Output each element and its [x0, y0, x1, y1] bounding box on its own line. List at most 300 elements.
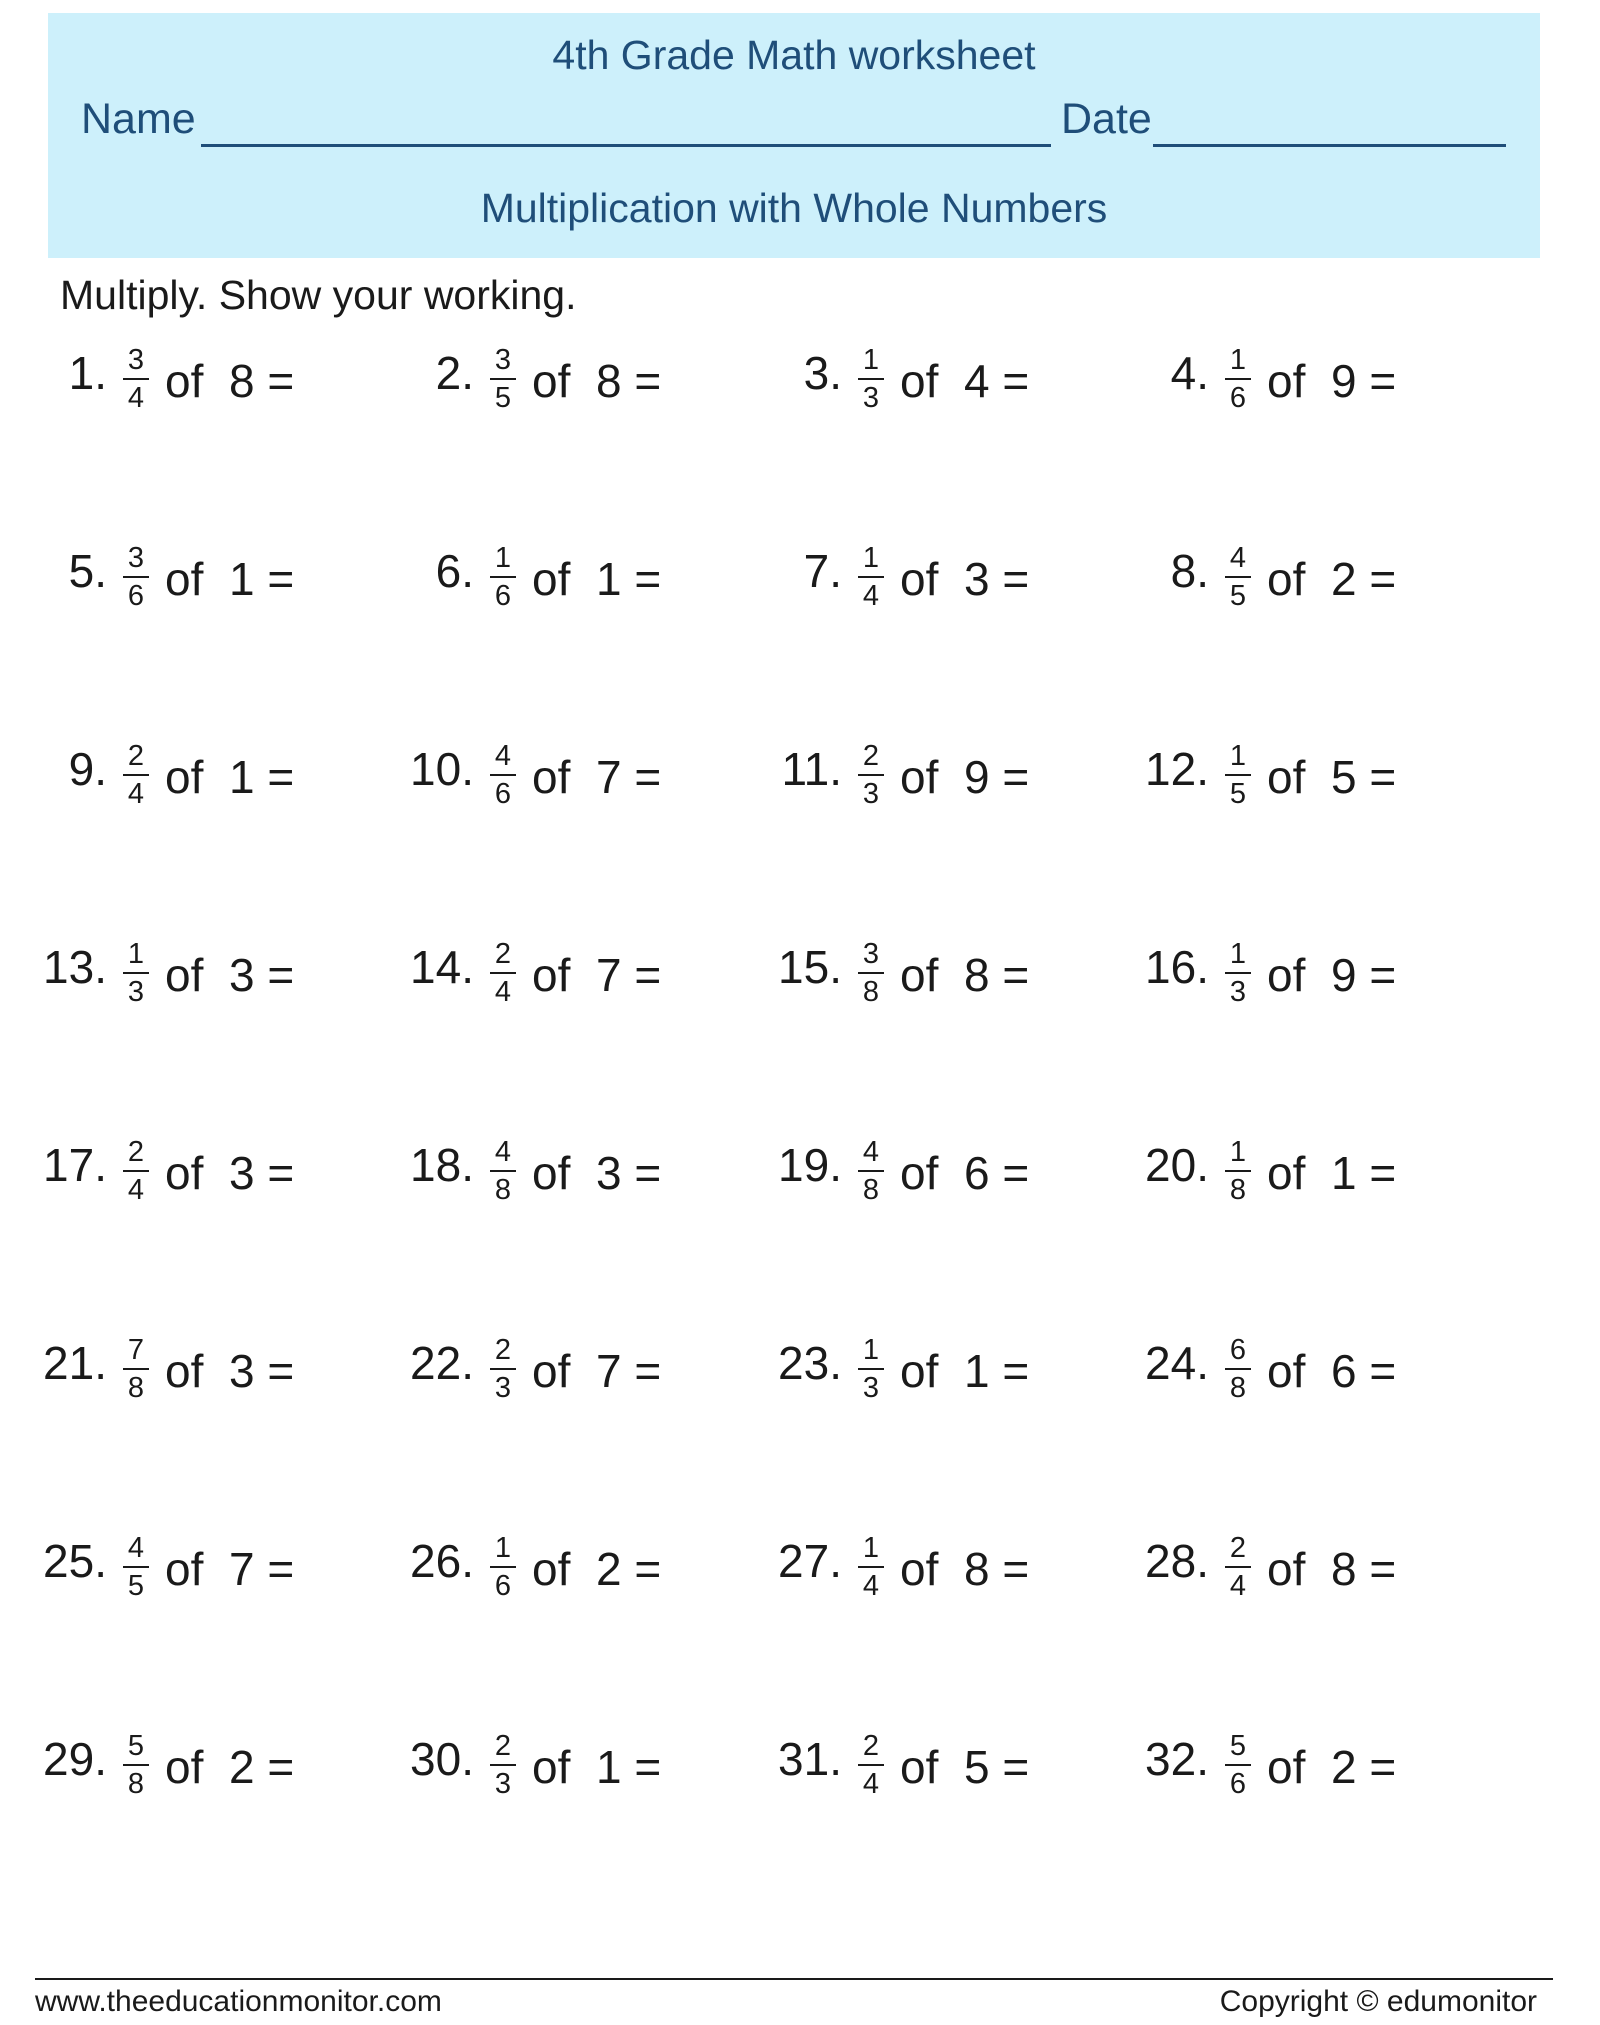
fraction-numerator: 4: [494, 740, 512, 772]
problem-number: 19.: [778, 1139, 842, 1191]
equals-sign: =: [267, 751, 295, 803]
equals-sign: =: [1369, 1741, 1397, 1793]
fraction-bar: [123, 1764, 149, 1766]
problem-expression: [900, 1741, 1030, 1793]
fraction: [858, 544, 884, 611]
problem-expression: [900, 949, 1030, 1001]
problem-4: [1127, 344, 1487, 460]
operator-word: of: [900, 1345, 939, 1397]
fraction-numerator: 7: [127, 1334, 145, 1366]
problem-16: [1127, 938, 1487, 1054]
operator-word: of: [900, 751, 939, 803]
operator-word: of: [165, 1741, 204, 1793]
fraction-bar: [490, 1764, 516, 1766]
operator-word: of: [165, 751, 204, 803]
name-label: Name: [81, 95, 196, 143]
fraction-bar: [1225, 576, 1251, 578]
equals-sign: =: [267, 1741, 295, 1793]
whole-number: 7: [228, 1543, 255, 1595]
operator-word: of: [532, 1741, 571, 1793]
whole-number: 8: [228, 355, 255, 407]
whole-number: 7: [595, 1345, 622, 1397]
whole-number: 8: [595, 355, 622, 407]
fraction: [490, 940, 516, 1007]
whole-number: 1: [228, 751, 255, 803]
operator-word: of: [900, 1147, 939, 1199]
fraction: [123, 1336, 149, 1403]
problem-23: [760, 1334, 1120, 1450]
problem-number: 29.: [43, 1733, 107, 1785]
problem-number: 16.: [1145, 941, 1209, 993]
fraction-numerator: 2: [494, 1334, 512, 1366]
fraction-denominator: 8: [1229, 1174, 1247, 1206]
problem-number: 15.: [778, 941, 842, 993]
equals-sign: =: [1369, 1147, 1397, 1199]
fraction: [1225, 742, 1251, 809]
fraction-numerator: 3: [127, 542, 145, 574]
fraction: [490, 742, 516, 809]
equals-sign: =: [634, 949, 662, 1001]
problem-5: [25, 542, 385, 658]
fraction-bar: [123, 1566, 149, 1568]
operator-word: of: [165, 1147, 204, 1199]
problem-10: [392, 740, 752, 856]
fraction-numerator: 2: [494, 938, 512, 970]
problem-number: 7.: [803, 545, 842, 597]
problem-number: 17.: [43, 1139, 107, 1191]
whole-number: 2: [228, 1741, 255, 1793]
equals-sign: =: [1369, 553, 1397, 605]
whole-number: 1: [1330, 1147, 1357, 1199]
fraction-denominator: 5: [494, 382, 512, 414]
problem-7: [760, 542, 1120, 658]
problem-28: [1127, 1532, 1487, 1648]
problem-number: 6.: [435, 545, 474, 597]
equals-sign: =: [1369, 751, 1397, 803]
fraction-numerator: 6: [1229, 1334, 1247, 1366]
fraction-denominator: 5: [127, 1570, 145, 1602]
equals-sign: =: [634, 1345, 662, 1397]
equals-sign: =: [634, 1741, 662, 1793]
fraction-numerator: 2: [494, 1730, 512, 1762]
fraction: [1225, 1732, 1251, 1799]
whole-number: 1: [595, 553, 622, 605]
worksheet-subtitle: Multiplication with Whole Numbers: [480, 185, 1108, 231]
problem-number: 22.: [410, 1337, 474, 1389]
whole-number: 6: [963, 1147, 990, 1199]
equals-sign: =: [1002, 751, 1030, 803]
fraction-numerator: 1: [862, 1334, 880, 1366]
whole-number: 9: [1330, 949, 1357, 1001]
fraction: [123, 544, 149, 611]
worksheet-title: 4th Grade Math worksheet: [552, 32, 1036, 78]
whole-number: 8: [963, 949, 990, 1001]
fraction: [490, 1534, 516, 1601]
equals-sign: =: [634, 553, 662, 605]
fraction-denominator: 4: [1229, 1570, 1247, 1602]
fraction-numerator: 5: [127, 1730, 145, 1762]
fraction: [490, 1138, 516, 1205]
fraction-bar: [1225, 1566, 1251, 1568]
problem-expression: [532, 949, 662, 1001]
fraction-bar: [490, 378, 516, 380]
fraction-denominator: 6: [127, 580, 145, 612]
fraction-bar: [123, 378, 149, 380]
operator-word: of: [532, 355, 571, 407]
fraction-bar: [858, 1764, 884, 1766]
operator-word: of: [900, 553, 939, 605]
fraction: [858, 346, 884, 413]
fraction-numerator: 4: [862, 1136, 880, 1168]
fraction-denominator: 3: [862, 778, 880, 810]
fraction-denominator: 3: [494, 1768, 512, 1800]
fraction-numerator: 2: [127, 1136, 145, 1168]
fraction-bar: [858, 774, 884, 776]
operator-word: of: [900, 355, 939, 407]
whole-number: 3: [595, 1147, 622, 1199]
fraction-denominator: 4: [494, 976, 512, 1008]
footer-divider: [35, 1978, 1553, 1980]
fraction-denominator: 6: [494, 1570, 512, 1602]
problem-14: [392, 938, 752, 1054]
fraction: [123, 1534, 149, 1601]
equals-sign: =: [1002, 1741, 1030, 1793]
fraction-bar: [858, 1566, 884, 1568]
operator-word: of: [1267, 1741, 1306, 1793]
fraction-bar: [123, 774, 149, 776]
fraction-bar: [490, 1170, 516, 1172]
problem-17: [25, 1136, 385, 1252]
fraction-numerator: 1: [1229, 1136, 1247, 1168]
problem-number: 5.: [68, 545, 107, 597]
equals-sign: =: [1369, 1543, 1397, 1595]
problem-expression: [165, 1741, 295, 1793]
fraction-numerator: 1: [1229, 344, 1247, 376]
fraction-denominator: 4: [862, 1570, 880, 1602]
fraction-bar: [858, 576, 884, 578]
problem-expression: [165, 1345, 295, 1397]
equals-sign: =: [267, 1543, 295, 1595]
problem-number: 9.: [68, 743, 107, 795]
fraction: [858, 742, 884, 809]
fraction-denominator: 8: [1229, 1372, 1247, 1404]
fraction-denominator: 8: [862, 976, 880, 1008]
fraction-numerator: 4: [127, 1532, 145, 1564]
problem-12: [1127, 740, 1487, 856]
fraction-bar: [858, 972, 884, 974]
equals-sign: =: [1002, 1345, 1030, 1397]
fraction: [1225, 544, 1251, 611]
fraction-denominator: 3: [862, 1372, 880, 1404]
equals-sign: =: [267, 553, 295, 605]
problem-25: [25, 1532, 385, 1648]
equals-sign: =: [1002, 553, 1030, 605]
fraction: [858, 1732, 884, 1799]
whole-number: 7: [595, 751, 622, 803]
fraction: [1225, 1534, 1251, 1601]
fraction-numerator: 2: [862, 740, 880, 772]
fraction: [123, 1732, 149, 1799]
operator-word: of: [1267, 751, 1306, 803]
problem-21: [25, 1334, 385, 1450]
problem-expression: [900, 1147, 1030, 1199]
operator-word: of: [1267, 553, 1306, 605]
whole-number: 3: [963, 553, 990, 605]
equals-sign: =: [1002, 1543, 1030, 1595]
problem-3: [760, 344, 1120, 460]
problem-32: [1127, 1730, 1487, 1846]
fraction-denominator: 6: [1229, 382, 1247, 414]
operator-word: of: [1267, 1147, 1306, 1199]
fraction-numerator: 5: [1229, 1730, 1247, 1762]
problem-expression: [165, 1147, 295, 1199]
operator-word: of: [532, 1345, 571, 1397]
problem-expression: [1267, 355, 1397, 407]
fraction-numerator: 1: [862, 344, 880, 376]
fraction-bar: [490, 576, 516, 578]
fraction: [490, 544, 516, 611]
whole-number: 6: [1330, 1345, 1357, 1397]
problem-expression: [165, 1543, 295, 1595]
problem-number: 12.: [1145, 743, 1209, 795]
whole-number: 3: [228, 1147, 255, 1199]
fraction-bar: [490, 774, 516, 776]
fraction-denominator: 4: [127, 778, 145, 810]
problem-1: [25, 344, 385, 460]
equals-sign: =: [634, 1147, 662, 1199]
fraction-denominator: 3: [127, 976, 145, 1008]
equals-sign: =: [1369, 1345, 1397, 1397]
problem-expression: [1267, 1543, 1397, 1595]
fraction-bar: [1225, 972, 1251, 974]
problem-expression: [532, 1345, 662, 1397]
problem-expression: [900, 553, 1030, 605]
fraction: [1225, 940, 1251, 1007]
problem-15: [760, 938, 1120, 1054]
instructions: Multiply. Show your working.: [60, 272, 577, 318]
fraction-bar: [123, 1170, 149, 1172]
whole-number: 2: [595, 1543, 622, 1595]
problem-expression: [900, 1543, 1030, 1595]
fraction-bar: [858, 1170, 884, 1172]
fraction-numerator: 4: [494, 1136, 512, 1168]
fraction: [123, 346, 149, 413]
problem-2: [392, 344, 752, 460]
problem-number: 28.: [1145, 1535, 1209, 1587]
problem-expression: [532, 1741, 662, 1793]
fraction: [858, 940, 884, 1007]
problem-9: [25, 740, 385, 856]
equals-sign: =: [1002, 355, 1030, 407]
problem-expression: [532, 355, 662, 407]
problem-18: [392, 1136, 752, 1252]
problem-number: 13.: [43, 941, 107, 993]
fraction-denominator: 8: [127, 1768, 145, 1800]
fraction-numerator: 3: [862, 938, 880, 970]
fraction-numerator: 1: [1229, 938, 1247, 970]
fraction-denominator: 4: [127, 1174, 145, 1206]
whole-number: 2: [1330, 1741, 1357, 1793]
fraction-numerator: 1: [494, 1532, 512, 1564]
whole-number: 2: [1330, 553, 1357, 605]
fraction-numerator: 1: [862, 1532, 880, 1564]
fraction: [123, 742, 149, 809]
problem-expression: [1267, 1345, 1397, 1397]
fraction-bar: [1225, 774, 1251, 776]
operator-word: of: [532, 949, 571, 1001]
equals-sign: =: [1002, 1147, 1030, 1199]
fraction-numerator: 3: [494, 344, 512, 376]
problem-expression: [1267, 751, 1397, 803]
problem-expression: [165, 751, 295, 803]
fraction-numerator: 1: [862, 542, 880, 574]
footer-website: www.theeducationmonitor.com: [35, 1985, 442, 2018]
problem-number: 27.: [778, 1535, 842, 1587]
fraction-denominator: 8: [127, 1372, 145, 1404]
equals-sign: =: [1369, 355, 1397, 407]
fraction-denominator: 5: [1229, 778, 1247, 810]
equals-sign: =: [1369, 949, 1397, 1001]
date-label: Date: [1061, 95, 1152, 143]
fraction-bar: [1225, 1170, 1251, 1172]
operator-word: of: [165, 553, 204, 605]
problem-8: [1127, 542, 1487, 658]
problem-number: 21.: [43, 1337, 107, 1389]
problem-expression: [165, 355, 295, 407]
equals-sign: =: [267, 1345, 295, 1397]
fraction-bar: [1225, 1764, 1251, 1766]
fraction-bar: [123, 972, 149, 974]
operator-word: of: [165, 949, 204, 1001]
fraction-bar: [858, 1368, 884, 1370]
fraction-numerator: 3: [127, 344, 145, 376]
fraction-bar: [1225, 1368, 1251, 1370]
problem-26: [392, 1532, 752, 1648]
problem-29: [25, 1730, 385, 1846]
operator-word: of: [1267, 949, 1306, 1001]
fraction: [858, 1534, 884, 1601]
problem-expression: [1267, 553, 1397, 605]
fraction-denominator: 3: [494, 1372, 512, 1404]
whole-number: 7: [595, 949, 622, 1001]
whole-number: 8: [963, 1543, 990, 1595]
whole-number: 3: [228, 949, 255, 1001]
problem-number: 14.: [410, 941, 474, 993]
whole-number: 1: [963, 1345, 990, 1397]
problem-expression: [532, 1543, 662, 1595]
problem-number: 24.: [1145, 1337, 1209, 1389]
fraction: [123, 940, 149, 1007]
operator-word: of: [165, 1345, 204, 1397]
operator-word: of: [532, 751, 571, 803]
whole-number: 5: [963, 1741, 990, 1793]
whole-number: 1: [595, 1741, 622, 1793]
problem-expression: [900, 355, 1030, 407]
operator-word: of: [1267, 355, 1306, 407]
problem-expression: [1267, 1741, 1397, 1793]
fraction-numerator: 1: [127, 938, 145, 970]
operator-word: of: [532, 553, 571, 605]
problem-number: 10.: [410, 743, 474, 795]
fraction: [490, 1336, 516, 1403]
problem-expression: [532, 751, 662, 803]
problem-13: [25, 938, 385, 1054]
equals-sign: =: [267, 1147, 295, 1199]
whole-number: 4: [963, 355, 990, 407]
problem-6: [392, 542, 752, 658]
problem-number: 3.: [803, 347, 842, 399]
equals-sign: =: [634, 1543, 662, 1595]
problem-number: 30.: [410, 1733, 474, 1785]
footer-copyright: Copyright © edumonitor: [1219, 1985, 1537, 2018]
problem-number: 2.: [435, 347, 474, 399]
fraction-denominator: 6: [494, 778, 512, 810]
problem-expression: [532, 1147, 662, 1199]
problem-22: [392, 1334, 752, 1450]
fraction-denominator: 4: [127, 382, 145, 414]
fraction-bar: [1225, 378, 1251, 380]
fraction: [858, 1336, 884, 1403]
fraction-denominator: 5: [1229, 580, 1247, 612]
whole-number: 9: [1330, 355, 1357, 407]
problem-number: 11.: [781, 743, 842, 795]
problem-number: 20.: [1145, 1139, 1209, 1191]
problem-number: 25.: [43, 1535, 107, 1587]
problem-number: 31.: [778, 1733, 842, 1785]
equals-sign: =: [267, 949, 295, 1001]
equals-sign: =: [267, 355, 295, 407]
fraction-denominator: 3: [862, 382, 880, 414]
operator-word: of: [165, 1543, 204, 1595]
fraction: [490, 1732, 516, 1799]
equals-sign: =: [1002, 949, 1030, 1001]
operator-word: of: [532, 1147, 571, 1199]
problem-expression: [1267, 1147, 1397, 1199]
problem-19: [760, 1136, 1120, 1252]
fraction-bar: [123, 1368, 149, 1370]
problem-27: [760, 1532, 1120, 1648]
operator-word: of: [1267, 1345, 1306, 1397]
fraction-denominator: 4: [862, 580, 880, 612]
fraction-bar: [490, 972, 516, 974]
fraction-numerator: 2: [862, 1730, 880, 1762]
fraction-bar: [858, 378, 884, 380]
fraction-bar: [123, 576, 149, 578]
problem-number: 1.: [68, 347, 107, 399]
operator-word: of: [900, 1741, 939, 1793]
operator-word: of: [900, 1543, 939, 1595]
operator-word: of: [900, 949, 939, 1001]
fraction: [490, 346, 516, 413]
problem-11: [760, 740, 1120, 856]
equals-sign: =: [634, 751, 662, 803]
problem-expression: [1267, 949, 1397, 1001]
fraction-numerator: 2: [1229, 1532, 1247, 1564]
fraction-numerator: 4: [1229, 542, 1247, 574]
fraction-numerator: 1: [494, 542, 512, 574]
fraction: [1225, 1336, 1251, 1403]
problem-expression: [900, 1345, 1030, 1397]
fraction-denominator: 8: [862, 1174, 880, 1206]
equals-sign: =: [634, 355, 662, 407]
problem-number: 8.: [1170, 545, 1209, 597]
problem-24: [1127, 1334, 1487, 1450]
fraction-bar: [490, 1368, 516, 1370]
problem-expression: [165, 553, 295, 605]
problem-number: 18.: [410, 1139, 474, 1191]
fraction: [1225, 346, 1251, 413]
problem-expression: [900, 751, 1030, 803]
